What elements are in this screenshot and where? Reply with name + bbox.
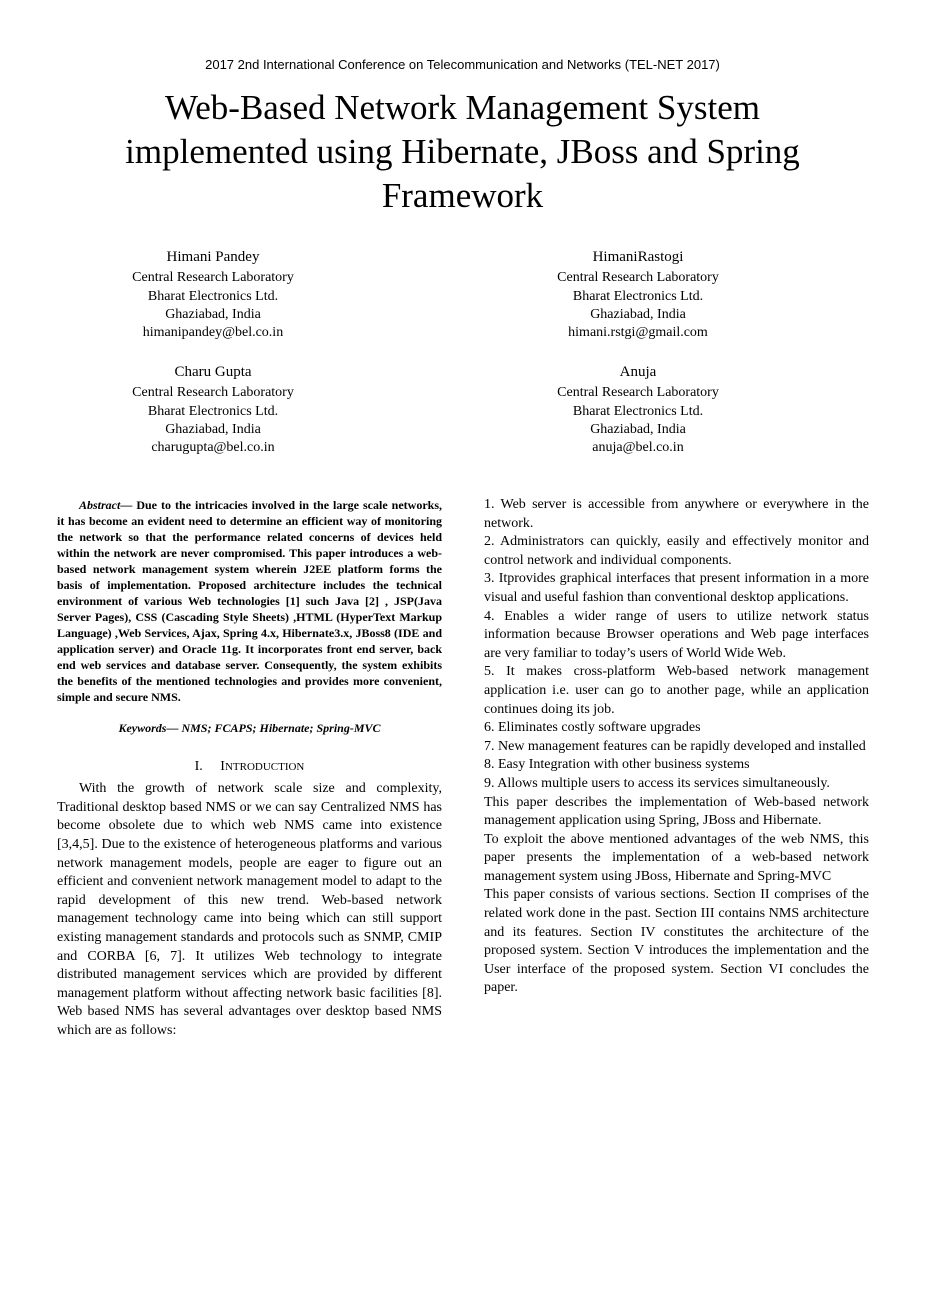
- paper-title: [60, 86, 865, 218]
- list-item: 6. Eliminates costly software upgrades: [484, 720, 701, 736]
- right-column: [484, 496, 869, 998]
- author-email: anuja@bel.co.in: [592, 440, 684, 456]
- paragraph: This paper describes the implementation of Web-based network management application using Spring, JBoss and Hibernate.: [484, 794, 869, 829]
- author-email: himanipandey@bel.co.in: [142, 325, 284, 341]
- author-org: Bharat Electronics Ltd.: [572, 288, 704, 304]
- left-column: [57, 497, 442, 1041]
- title-line: Framework: [381, 176, 544, 215]
- author-lab: Central Research Laboratory: [557, 270, 719, 286]
- list-item: 9. Allows multiple users to access its services simultaneously.: [484, 775, 830, 791]
- abstract: [57, 497, 442, 705]
- section-number: I.: [194, 758, 203, 774]
- section-title-rest: NTRODUCTION: [224, 760, 305, 773]
- author-block: [43, 248, 383, 342]
- author-name: Himani Pandey: [166, 249, 260, 265]
- author-lab: Central Research Laboratory: [557, 385, 719, 401]
- list-item: 8. Easy Integration with other business systems: [484, 757, 750, 773]
- author-org: Bharat Electronics Ltd.: [147, 288, 279, 304]
- author-city: Ghaziabad, India: [165, 421, 261, 437]
- list-item: 4. Enables a wider range of users to utilize network status information because Browser operations and Web page interfaces are very familiar to today’s users of World Wide Web.: [484, 608, 869, 661]
- author-block: [468, 363, 808, 457]
- author-org: Bharat Electronics Ltd.: [572, 403, 704, 419]
- abstract-text: Due to the intricacies involved in the large scale networks, it has become an evident need to determine an efficient way of monitoring the network so that the performance related concerns of devices held within the network are never compromised. This paper introduces a web-based network management system wherein J2EE platform forms the basis of implementation. Proposed architecture includes the technical environment of various Web technologies [1] such Java [2] , JSP(Java Server Pages), CSS (Cascading Style Sheets) ,HTML (HyperText Markup Language) ,Web Services, Ajax, Spring 4.x, Hibernate3.x, JBoss8 (IDE and application server) and Oracle 11g. It incorporates front end server, back end web services and database server. Consequently, the system exhibits the benefits of the mentioned technologies and provides more convenient, simple and secure NMS.: [57, 498, 442, 704]
- author-name: Anuja: [619, 364, 657, 380]
- list-item: 1. Web server is accessible from anywhere or everywhere in the network.: [484, 497, 869, 531]
- conference-header: 2017 2nd International Conference on Telecommunication and Networks (TEL-NET 2017): [205, 57, 720, 72]
- paragraph: To exploit the above mentioned advantages of the web NMS, this paper presents the implementation of a web-based network management system using JBoss, Hibernate and Spring-MVC: [484, 831, 869, 884]
- author-lab: Central Research Laboratory: [132, 270, 294, 286]
- author-city: Ghaziabad, India: [590, 306, 686, 322]
- keywords: Keywords— NMS; FCAPS; Hibernate; Spring-MVC: [118, 721, 381, 735]
- intro-paragraph: With the growth of network scale size and complexity, Traditional desktop based NMS or we can say Centralized NMS has become obsolete due to which web NMS came into existence [3,4,5]. Due to the existence of heterogeneous platforms and various network management models, people are eager to figure out an efficient and convenient network management model to adapt to the rapid development of this new trend. Web-based network management technology came into being which can still support existing management standards and protocols such as SNMP, CMIP and CORBA [6, 7]. It utilizes Web technology to integrate distributed management services which are provided by different management platform without affecting network basic facilities [8]. Web based NMS has several advantages over desktop based NMS which are as follows:: [57, 781, 442, 1038]
- list-item: 3. Itprovides graphical interfaces that present information in a more visual and useful fashion than conventional desktop applications.: [484, 571, 869, 605]
- paragraph: This paper consists of various sections. Section II comprises of the related work done in the past. Section III contains NMS architecture and its features. Section IV constitutes the architecture of the proposed system. Section V introduces the implementation and the User interface of the proposed system. Section VI concludes the paper.: [484, 887, 869, 996]
- author-city: Ghaziabad, India: [590, 421, 686, 437]
- title-line: implemented using Hibernate, JBoss and Spring: [125, 132, 800, 171]
- section-heading: [57, 758, 442, 777]
- author-city: Ghaziabad, India: [165, 306, 261, 322]
- title-line: Web-Based Network Management System: [165, 88, 760, 127]
- list-item: 5. It makes cross-platform Web-based network management application i.e. user can go to another page, while an application continues doing its job.: [484, 664, 869, 717]
- list-item: 7. New management features can be rapidly developed and installed: [484, 738, 866, 754]
- author-block: [468, 248, 808, 342]
- author-name: HimaniRastogi: [592, 249, 684, 265]
- list-item: 2. Administrators can quickly, easily and effectively monitor and control network and individual components.: [484, 534, 869, 568]
- section-title-initial: I: [220, 758, 225, 774]
- author-org: Bharat Electronics Ltd.: [147, 403, 279, 419]
- abstract-label: Abstract—: [79, 498, 133, 512]
- author-block: [43, 363, 383, 457]
- author-lab: Central Research Laboratory: [132, 385, 294, 401]
- author-name: Charu Gupta: [174, 364, 252, 380]
- author-email: charugupta@bel.co.in: [151, 440, 275, 456]
- author-email: himani.rstgi@gmail.com: [568, 325, 708, 341]
